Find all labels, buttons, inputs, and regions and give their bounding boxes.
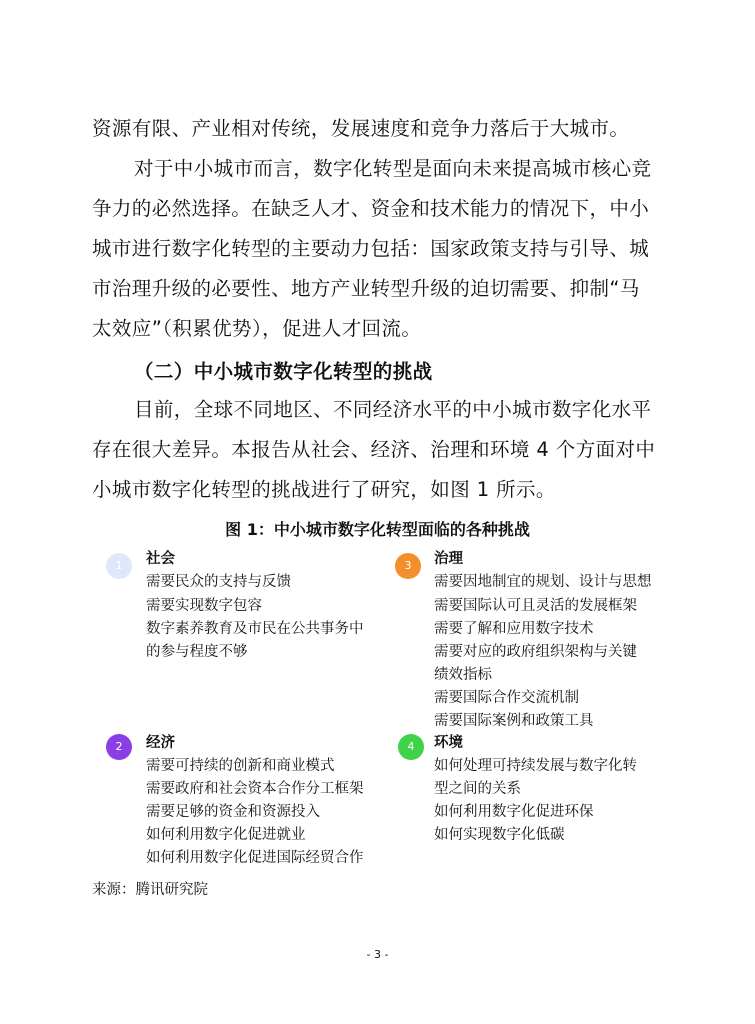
- figure-source: 来源：腾讯研究院: [92, 882, 208, 898]
- quadrant-3-item: 需要国际合作交流机制: [434, 690, 579, 706]
- quadrant-4-item: 如何实现数字化低碳: [434, 827, 565, 843]
- quadrant-1-title: 社会: [146, 551, 175, 567]
- paragraph-2-line-3: 城市进行数字化转型的主要动力包括：国家政策支持与引导、城: [92, 237, 650, 260]
- quadrant-4-title: 环境: [434, 735, 463, 751]
- paragraph-2-line-4: 市治理升级的必要性、地方产业转型升级的迫切需要、抑制“马: [92, 277, 640, 300]
- quadrant-3-item: 需要对应的政府组织架构与关键: [434, 644, 637, 660]
- page-number: - 3 -: [366, 948, 389, 961]
- paragraph-2-line-2: 争力的必然选择。在缺乏人才、资金和技术能力的情况下，中小: [92, 197, 650, 220]
- quadrant-2-number-badge: 2: [106, 734, 132, 760]
- quadrant-2-item: 需要可持续的创新和商业模式: [146, 758, 335, 774]
- paragraph-2-line-1: 对于中小城市而言，数字化转型是面向未来提高城市核心竞: [134, 157, 652, 180]
- quadrant-3-item: 需要国际认可且灵活的发展框架: [434, 598, 637, 614]
- quadrant-1-item: 需要实现数字包容: [146, 598, 262, 614]
- quadrant-4-item: 型之间的关系: [434, 781, 521, 797]
- section-heading: （二）中小城市数字化转型的挑战: [134, 360, 433, 383]
- paragraph-2-line-5: 太效应”（积累优势），促进人才回流。: [92, 317, 422, 340]
- quadrant-3-item: 需要因地制宜的规划、设计与思想: [434, 574, 652, 590]
- quadrant-1-item: 数字素养教育及市民在公共事务中: [146, 621, 364, 637]
- paragraph-3-line-2: 存在很大差异。本报告从社会、经济、治理和环境 4 个方面对中: [92, 438, 656, 461]
- quadrant-4-item: 如何利用数字化促进环保: [434, 804, 594, 820]
- paragraph-3-line-1: 目前，全球不同地区、不同经济水平的中小城市数字化水平: [134, 398, 652, 421]
- quadrant-3-item: 需要国际案例和政策工具: [434, 713, 594, 729]
- quadrant-3-item: 需要了解和应用数字技术: [434, 621, 594, 637]
- quadrant-2-item: 需要足够的资金和资源投入: [146, 804, 320, 820]
- quadrant-1-item: 的参与程度不够: [146, 644, 248, 660]
- figure-title: 图 1：中小城市数字化转型面临的各种挑战: [225, 520, 530, 539]
- quadrant-2-item: 如何利用数字化促进就业: [146, 827, 306, 843]
- quadrant-1-item: 需要民众的支持与反馈: [146, 574, 291, 590]
- quadrant-2-title: 经济: [146, 735, 175, 751]
- quadrant-3-item: 绩效指标: [434, 667, 492, 683]
- quadrant-3-title: 治理: [434, 551, 463, 567]
- quadrant-2-item: 需要政府和社会资本合作分工框架: [146, 781, 364, 797]
- quadrant-3-number-badge: 3: [395, 553, 421, 579]
- paragraph-1-line-1: 资源有限、产业相对传统，发展速度和竞争力落后于大城市。: [92, 117, 630, 140]
- paragraph-3-line-3: 小城市数字化转型的挑战进行了研究，如图 1 所示。: [92, 478, 556, 501]
- quadrant-4-item: 如何处理可持续发展与数字化转: [434, 758, 637, 774]
- quadrant-2-item: 如何利用数字化促进国际经贸合作: [146, 850, 364, 866]
- quadrant-1-number-badge: 1: [106, 553, 132, 579]
- quadrant-4-number-badge: 4: [398, 734, 424, 760]
